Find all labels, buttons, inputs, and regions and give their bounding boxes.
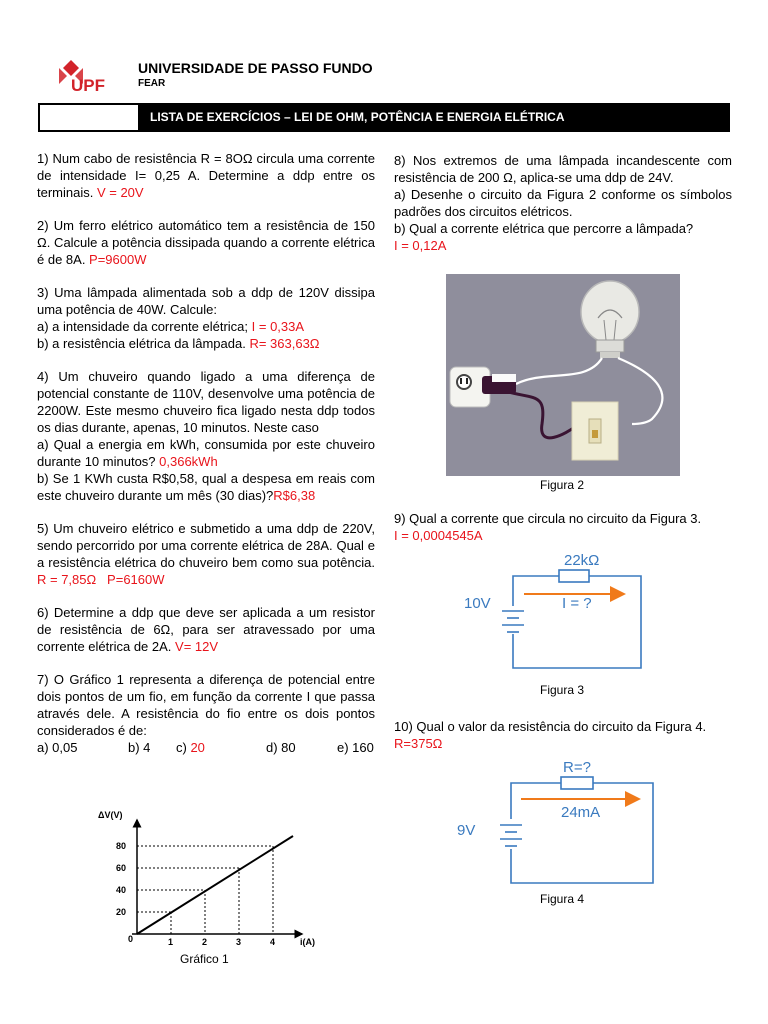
current-label: 24mA [561, 804, 601, 821]
option-e: e) 160 [337, 740, 374, 755]
resistor-label: 22kΩ [564, 552, 600, 569]
option-d: d) 80 [266, 740, 296, 755]
question-7-options [37, 739, 375, 756]
question-6: 6) Determine a ddp que deve ser aplicada a um resistor de resistência de 6Ω, para ser atravessado por uma corrente elétrica de 2A. V= 12V [37, 605, 375, 654]
answer-1: V = 20V [96, 185, 144, 200]
current-label: I = ? [562, 595, 592, 612]
x-tick-4: 4 [270, 937, 276, 947]
resistor-22k [559, 570, 589, 582]
y-tick-40: 40 [116, 885, 127, 895]
answer-4b: R$6,38 [273, 488, 316, 503]
figure-2-illustration [446, 274, 680, 476]
figure-4-caption: Figura 4 [540, 892, 585, 906]
source-label: 10V [464, 595, 491, 612]
question-4: 4) Um chuveiro quando ligado a uma diferença de potencial constante de 110V, desenvolve uma potência de 2200W. Este mesmo chuveiro fica ligado nesta ddp todos os dias durante, apenas, 10 minutos. Neste caso a) Qual a energia em kWh, consumida por este chuveiro durante 10 minutos? 0,366kWh b) Se 1 KWh custa R$0,58, qual a despesa em reais com este chuveiro durante um mês (30 dias)?R$6,38 [37, 369, 375, 503]
document-title: LISTA DE EXERCÍCIOS – LEI DE OHM, POTÊNCIA E ENERGIA ELÉTRICA [138, 103, 728, 132]
band-tick [727, 109, 730, 125]
option-c: c) 20 [176, 740, 205, 755]
answer-5: R = 7,85Ω P=6160W [37, 572, 165, 587]
faculty-name: FEAR [138, 78, 166, 89]
left-column [37, 150, 375, 756]
answer-3a: I = 0,33A [251, 319, 305, 334]
graph-xlabel: i(A) [300, 937, 315, 947]
option-b: b) 4 [128, 740, 151, 755]
graph-origin: 0 [128, 934, 134, 944]
x-tick-1: 1 [168, 937, 174, 947]
figure-3-circuit [460, 548, 660, 672]
x-tick-2: 2 [202, 937, 208, 947]
answer-10: R=375Ω [394, 736, 443, 751]
graph-ylabel: ΔV(V) [98, 810, 123, 820]
svg-text:UPF: UPF [71, 76, 105, 94]
question-8: 8) Nos extremos de uma lâmpada incandescente com resistência de 200 Ω, aplica-se uma ddp de 24V. a) Desenhe o circuito da Figura 2 conforme os símbolos padrões dos circuitos elétricos. b) Qual a corrente elétrica que percorre a lâmpada? I = 0,12A [394, 153, 732, 253]
answer-4a: 0,366kWh [159, 454, 218, 469]
y-tick-80: 80 [116, 841, 127, 851]
graph-line [137, 836, 293, 934]
figure-2-caption: Figura 2 [540, 478, 585, 492]
x-tick-3: 3 [236, 937, 242, 947]
question-1: 1) Num cabo de resistência R = 8OΩ circula uma corrente de intensidade I= 0,25 A. Determine a ddp entre os terminais. V = 20V [37, 151, 375, 200]
question-3: 3) Uma lâmpada alimentada sob a ddp de 120V dissipa uma potência de 40W. Calcule: a) a intensidade da corrente elétrica; I = 0,33A b) a resistência elétrica da lâmpada. R= 363,63Ω [37, 285, 375, 351]
answer-2: P=9600W [89, 252, 147, 267]
option-a: a) 0,05 [37, 740, 78, 755]
question-2: 2) Um ferro elétrico automático tem a resistência de 150 Ω. Calcule a potência dissipada quando a corrente elétrica é de 8A. P=9600W [37, 218, 375, 267]
answer-7: 20 [190, 740, 205, 755]
question-7: 7) O Gráfico 1 representa a diferença de potencial entre dois pontos de um fio, em função da corrente I que passa através dele. A resistência do fio entre os dois pontos considerados é de: [37, 672, 375, 738]
graph-1-caption: Gráfico 1 [180, 952, 229, 966]
y-tick-60: 60 [116, 863, 127, 873]
question-9: 9) Qual a corrente que circula no circuito da Figura 3. I = 0,0004545A [394, 511, 702, 543]
question-10: 10) Qual o valor da resistência do circuito da Figura 4. R=375Ω [394, 719, 707, 751]
question-5: 5) Um chuveiro elétrico e submetido a uma ddp de 220V, sendo percorrido por uma corrente elétrica de 28A. Qual e a resistência elétrica do chuveiro bem como sua potência. R = 7,85Ω P=6160W [37, 521, 375, 587]
university-name: UNIVERSIDADE DE PASSO FUNDO [138, 60, 373, 76]
answer-3b: R= 363,63Ω [249, 336, 320, 351]
source-label: 9V [457, 822, 476, 839]
graph-1 [92, 806, 322, 954]
y-tick-20: 20 [116, 907, 127, 917]
upf-logo [57, 58, 127, 94]
answer-6: V= 12V [175, 639, 219, 654]
figure-4-circuit [453, 755, 663, 887]
answer-9: I = 0,0004545A [394, 528, 483, 543]
figure-3-caption: Figura 3 [540, 683, 585, 697]
resistor-unknown [561, 777, 593, 789]
answer-8: I = 0,12A [394, 238, 447, 253]
resistor-label: R=? [563, 759, 591, 776]
